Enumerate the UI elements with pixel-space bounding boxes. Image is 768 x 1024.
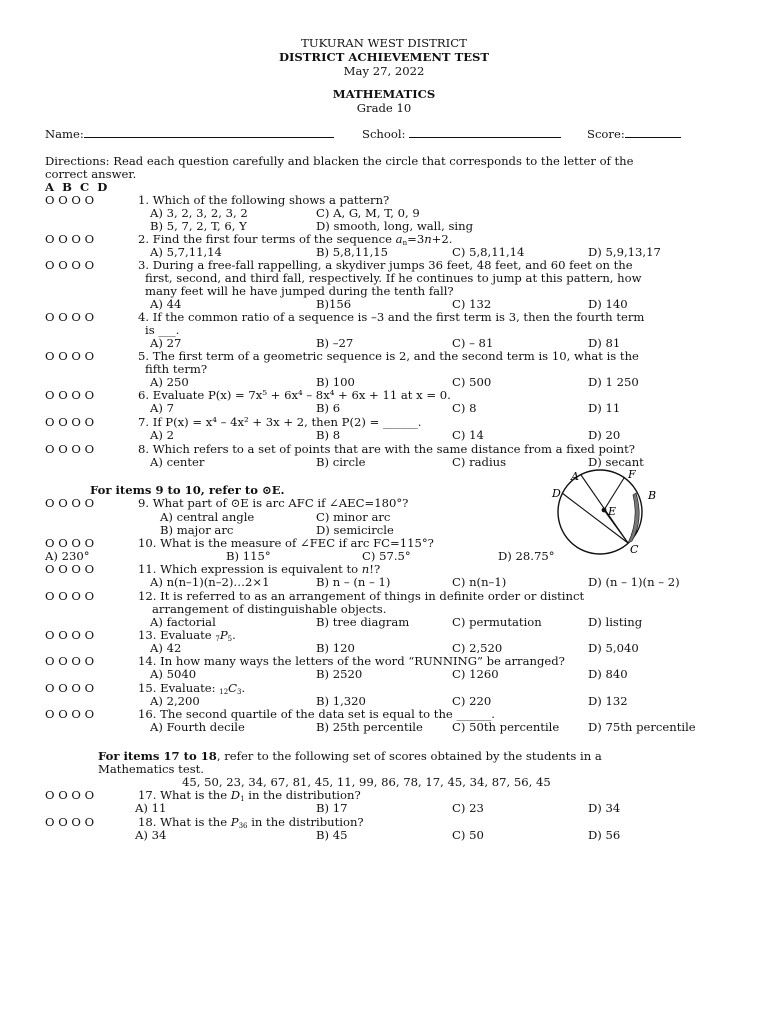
math-p: P <box>219 628 228 642</box>
q10-option-a: A) 230° <box>45 549 90 563</box>
q17-option-a: A) 11 <box>135 801 167 815</box>
answer-circles[interactable]: O O O O <box>45 788 95 802</box>
answer-letters-header: A B C D <box>45 180 108 194</box>
center-point <box>602 508 607 513</box>
question-13: O O O O 13. Evaluate $_7P_5$. <box>45 628 236 643</box>
q4-option-a: A) 27 <box>150 336 182 350</box>
q4-option-c: C) – 81 <box>452 336 494 350</box>
q16-option-d: D) 75th percentile <box>588 720 696 734</box>
q3-option-a: A) 44 <box>150 297 182 311</box>
q17-option-c: C) 23 <box>452 801 484 815</box>
q13-option-b: B) 120 <box>316 641 355 655</box>
q6-option-b: B) 6 <box>316 401 341 415</box>
school-field[interactable] <box>362 127 561 141</box>
subject-title: MATHEMATICS <box>332 87 436 101</box>
q18-option-b: B) 45 <box>316 828 348 842</box>
q16-option-a: A) Fourth decile <box>150 720 245 734</box>
q1-option-c: C) A, G, M, T, 0, 9 <box>316 206 420 220</box>
district-title: TUKURAN WEST DISTRICT <box>301 36 467 50</box>
q3-option-b: B)156 <box>316 297 352 311</box>
label-d: D <box>552 487 561 500</box>
q15-option-d: D) 132 <box>588 694 628 708</box>
question-text: 13. Evaluate <box>138 628 216 642</box>
q5-option-d: D) 1 250 <box>588 375 639 389</box>
name-field[interactable] <box>45 127 334 141</box>
math-sub-1: 1 <box>240 795 245 803</box>
q5-option-b: B) 100 <box>316 375 355 389</box>
math-n-factorial: n <box>361 562 370 576</box>
q17-option-d: D) 34 <box>588 801 621 815</box>
q7-option-b: B) 8 <box>316 428 341 442</box>
q3-text-line-2: first, second, and third fall, respectively. If he continues to jump at this pattern, how <box>145 271 642 285</box>
question-text: 4. If the common ratio of a sequence is –3 and the first term is 3, then the fourth term <box>138 310 645 324</box>
directions-line-1: Directions: Read each question carefully and blacken the circle that corresponds to the letter of the <box>45 154 634 168</box>
answer-circles[interactable]: O O O O <box>45 707 95 721</box>
question-11: O O O O 11. Which expression is equivalent to n!? <box>45 562 381 576</box>
answer-circles[interactable]: O O O O <box>45 442 95 456</box>
answer-circles[interactable]: O O O O <box>45 589 95 603</box>
answer-circles[interactable]: O O O O <box>45 349 95 363</box>
question-text-end: +2. <box>431 232 453 246</box>
score-data-set: 45, 50, 23, 34, 67, 81, 45, 11, 99, 86, 78, 17, 45, 34, 87, 56, 45 <box>182 775 551 789</box>
q9-option-a: A) central angle <box>160 510 255 524</box>
question-text: 14. In how many ways the letters of the word “RUNNING” be arranged? <box>138 654 565 668</box>
question-text: 16. The second quartile of the data set is equal to the ______. <box>138 707 495 721</box>
question-text: 5. The first term of a geometric sequence is 2, and the second term is 10, what is the <box>138 349 639 363</box>
question-text-mid: =3 <box>407 232 425 246</box>
q15-option-c: C) 220 <box>452 694 492 708</box>
q13-option-d: D) 5,040 <box>588 641 639 655</box>
q14-option-c: C) 1260 <box>452 667 499 681</box>
q8-option-b: B) circle <box>316 455 366 469</box>
instruction-line-2: Mathematics test. <box>98 762 204 776</box>
question-text: 10. What is the measure of ∠FEC if arc FC=115°? <box>138 536 434 550</box>
question-6 <box>45 389 451 402</box>
question-text-end: ? <box>373 562 381 576</box>
math-sub-3: 3 <box>237 688 242 696</box>
q12-option-d: D) listing <box>588 615 643 629</box>
q11-option-b: B) n – (n – 1) <box>316 575 391 589</box>
answer-circles[interactable]: O O O O <box>45 681 95 695</box>
q2-option-b: B) 5,8,11,15 <box>316 245 389 259</box>
q3-option-c: C) 132 <box>452 297 492 311</box>
q13-option-a: A) 42 <box>150 641 182 655</box>
answer-circles[interactable]: O O O O <box>45 815 95 829</box>
q4-option-d: D) 81 <box>588 336 621 350</box>
q18-option-a: A) 34 <box>135 828 167 842</box>
q6-option-c: C) 8 <box>452 401 477 415</box>
score-blank <box>625 127 681 138</box>
label-e: E <box>608 505 617 518</box>
question-16 <box>45 708 495 721</box>
q4-text-line-2: is ___. <box>145 323 180 337</box>
q9-option-b: B) major arc <box>160 523 234 537</box>
question-text-end: in the distribution? <box>247 815 364 829</box>
q7-option-d: D) 20 <box>588 428 621 442</box>
answer-circles[interactable]: O O O O <box>45 388 95 402</box>
q14-option-b: B) 2520 <box>316 667 363 681</box>
q8-option-c: C) radius <box>452 455 507 469</box>
q16-option-b: B) 25th percentile <box>316 720 423 734</box>
math-sub-5: 5 <box>227 635 233 643</box>
answer-circles[interactable]: O O O O <box>45 562 95 576</box>
q6-option-d: D) 11 <box>588 401 621 415</box>
q13-option-c: C) 2,520 <box>452 641 503 655</box>
label-f: F <box>628 468 636 481</box>
q3-text-line-3: many feet will he have jumped during the tenth fall? <box>145 284 454 298</box>
label-c: C <box>630 543 639 556</box>
q9-option-d: D) semicircle <box>316 523 394 537</box>
q17-option-b: B) 17 <box>316 801 348 815</box>
q18-option-d: D) 56 <box>588 828 621 842</box>
score-field[interactable] <box>587 127 681 141</box>
name-blank <box>84 127 334 138</box>
score-label: Score: <box>587 127 625 141</box>
math-sub-12: 12 <box>219 688 229 696</box>
q12-text-line-2: arrangement of distinguishable objects. <box>152 602 387 616</box>
instruction-items-9-10: For items 9 to 10, refer to ⊙E. <box>90 483 285 497</box>
question-2 <box>45 233 452 250</box>
q11-option-a: A) n(n–1)(n–2)…2×1 <box>150 575 270 589</box>
question-5 <box>45 350 639 363</box>
instruction-rest: , refer to the following set of scores obtained by the students in a <box>216 749 602 763</box>
shaded-arc-bc <box>628 493 639 543</box>
chord-dc <box>562 493 628 543</box>
test-title: DISTRICT ACHIEVEMENT TEST <box>278 50 490 64</box>
q4-option-b: B) –27 <box>316 336 354 350</box>
q5-option-c: C) 500 <box>452 375 492 389</box>
grade-level: Grade 10 <box>356 101 412 115</box>
question-7 <box>45 416 421 429</box>
question-text: 1. Which of the following shows a pattern? <box>138 193 390 207</box>
q1-option-d: D) smooth, long, wall, sing <box>316 219 474 233</box>
question-text: 12. It is referred to as an arrangement of things in definite order or distinct <box>138 589 585 603</box>
math-sub-n: n <box>402 239 408 247</box>
q16-option-c: C) 50th percentile <box>452 720 560 734</box>
answer-circles[interactable]: O O O O <box>45 536 95 550</box>
q1-option-a: A) 3, 2, 3, 2, 3, 2 <box>150 206 248 220</box>
question-text: 9. What part of ⊙E is arc AFC if ∠AEC=180°? <box>138 496 409 510</box>
q9-option-c: C) minor arc <box>316 510 391 524</box>
instruction-bold: For items 17 to 18 <box>98 749 217 763</box>
circle-e-figure <box>540 465 680 565</box>
math-p: P <box>230 815 239 829</box>
answer-circles[interactable]: O O O O <box>45 232 95 246</box>
math-c: C <box>228 681 238 695</box>
test-date: May 27, 2022 <box>343 64 425 78</box>
question-text: 18. What is the <box>138 815 231 829</box>
question-17 <box>45 789 361 806</box>
answer-circles[interactable]: O O O O <box>45 258 95 272</box>
q5-option-a: A) 250 <box>150 375 189 389</box>
q14-option-a: A) 5040 <box>150 667 197 681</box>
question-4 <box>45 311 644 324</box>
q11-option-c: C) n(n–1) <box>452 575 507 589</box>
q15-option-a: A) 2,200 <box>150 694 200 708</box>
q5-text-line-2: fifth term? <box>145 362 208 376</box>
q7-option-a: A) 2 <box>150 428 174 442</box>
q2-option-c: C) 5,8,11,14 <box>452 245 525 259</box>
q12-option-a: A) factorial <box>150 615 216 629</box>
school-label: School: <box>362 127 406 141</box>
q1-option-b: B) 5, 7, 2, T, 6, Y <box>150 219 247 233</box>
q7-option-c: C) 14 <box>452 428 484 442</box>
question-text: 3. During a free-fall rappelling, a skydiver jumps 36 feet, 48 feet, and 60 feet on the <box>138 258 633 272</box>
question-text: 8. Which refers to a set of points that are with the same distance from a fixed point? <box>138 442 635 456</box>
q18-option-c: C) 50 <box>452 828 484 842</box>
label-b: B <box>648 489 657 502</box>
question-text: 11. Which expression is equivalent to <box>138 562 362 576</box>
question-text: 7. If P(x) = x⁴ – 4x² + 3x + 2, then P(2) = ______. <box>138 415 422 429</box>
question-text-end: in the distribution? <box>244 788 361 802</box>
answer-circles[interactable]: O O O O <box>45 654 95 668</box>
q10-option-b: B) 115° <box>226 549 271 563</box>
math-a: a <box>395 232 403 246</box>
answer-circles[interactable]: O O O O <box>45 496 95 510</box>
q10-option-c: C) 57.5° <box>362 549 411 563</box>
answer-circles[interactable]: O O O O <box>45 628 95 642</box>
q2-option-a: A) 5,7,11,14 <box>150 245 222 259</box>
q3-option-d: D) 140 <box>588 297 628 311</box>
question-text: 2. Find the first four terms of the sequence <box>138 232 396 246</box>
q12-option-b: B) tree diagram <box>316 615 410 629</box>
q12-option-c: C) permutation <box>452 615 542 629</box>
q6-option-a: A) 7 <box>150 401 174 415</box>
directions-line-2: correct answer. <box>45 167 137 181</box>
school-blank <box>409 127 561 138</box>
answer-circles[interactable]: O O O O <box>45 415 95 429</box>
label-a: A <box>571 470 579 483</box>
math-n: n <box>424 232 432 246</box>
question-text: 17. What is the <box>138 788 231 802</box>
question-15: O O O O 15. Evaluate: $_{12}C_3$. <box>45 681 246 696</box>
q8-option-d: D) secant <box>588 455 644 469</box>
q15-option-b: B) 1,320 <box>316 694 366 708</box>
q2-option-d: D) 5,9,13,17 <box>588 245 661 259</box>
math-sub-36: 36 <box>238 822 248 830</box>
answer-circles[interactable]: O O O O <box>45 310 95 324</box>
question-9 <box>45 497 408 510</box>
math-d: D <box>230 788 241 802</box>
answer-circles[interactable]: O O O O <box>45 193 95 207</box>
q14-option-d: D) 840 <box>588 667 628 681</box>
q8-option-a: A) center <box>150 455 205 469</box>
q11-option-d: D) (n – 1)(n – 2) <box>588 575 680 589</box>
q10-option-d: D) 28.75° <box>498 549 555 563</box>
question-text: 15. Evaluate: <box>138 681 220 695</box>
question-text: 6. Evaluate P(x) = 7x⁵ + 6x⁴ – 8x⁴ + 6x + 11 at x = 0. <box>138 388 451 402</box>
name-label: Name: <box>45 127 84 141</box>
math-sub-7: 7 <box>215 635 220 643</box>
